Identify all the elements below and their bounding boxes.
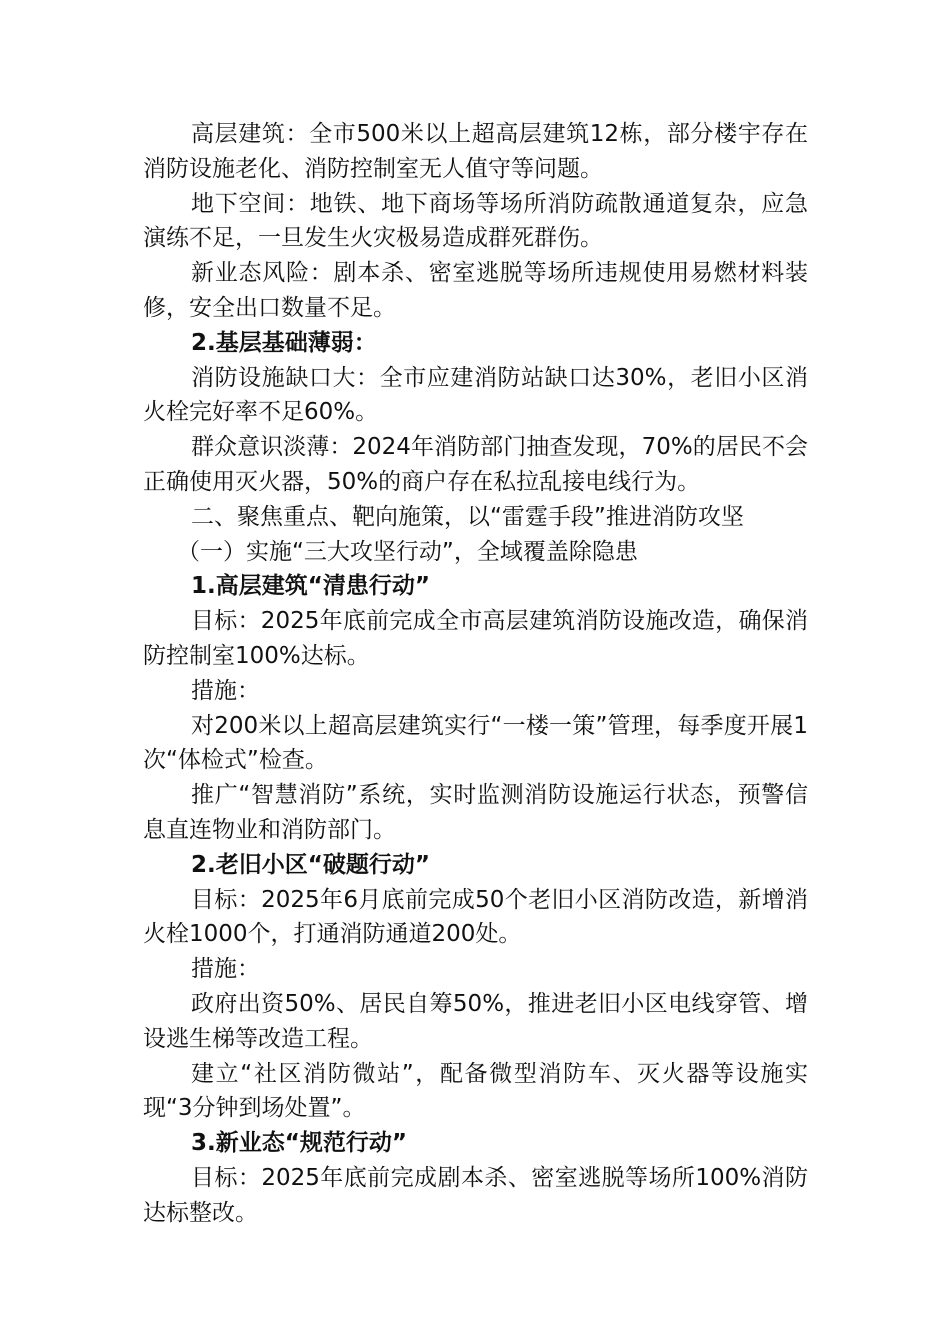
paragraph-high-rise-goal: 目标：2025年底前完成全市高层建筑消防设施改造，确保消防控制室100%达标。	[143, 608, 808, 669]
paragraph-new-business-goal: 目标：2025年底前完成剧本杀、密室逃脱等场所100%消防达标整改。	[143, 1164, 808, 1226]
subsection-heading-one: （一）实施“三大攻坚行动”，全域覆盖除隐患	[177, 538, 638, 565]
paragraph-high-rise-buildings: 高层建筑：全市500米以上超高层建筑12栋，部分楼宇存在消防设施老化、消防控制室无人值守等问题。	[143, 121, 808, 182]
heading-high-rise-action: 1.高层建筑“清患行动”	[191, 573, 430, 600]
paragraph-public-awareness: 群众意识淡薄：2024年消防部门抽查发现，70%的居民不会正确使用灭火器，50%的商户存在私拉乱接电线行为。	[143, 434, 808, 495]
heading-old-community-action: 2.老旧小区“破题行动”	[191, 851, 430, 878]
paragraph-facility-gap: 消防设施缺口大：全市应建消防站缺口达30%，老旧小区消火栓完好率不足60%。	[143, 364, 808, 426]
heading-grassroots-weak: 2.基层基础薄弱：	[191, 329, 377, 356]
paragraph-smart-fire-system: 推广“智慧消防”系统，实时监测消防设施运行状态，预警信息直连物业和消防部门。	[143, 782, 808, 843]
label-measures-2: 措施：	[191, 956, 260, 983]
section-heading-two: 二、聚焦重点、靶向施策，以“雷霆手段”推进消防攻坚	[191, 503, 744, 530]
heading-new-business-action: 3.新业态“规范行动”	[191, 1130, 407, 1157]
paragraph-underground-space: 地下空间：地铁、地下商场等场所消防疏散通道复杂，应急演练不足，一旦发生火灾极易造成群死群伤。	[143, 190, 808, 252]
paragraph-community-micro-station: 建立“社区消防微站”，配备微型消防车、灭火器等设施实现“3分钟到场处置”。	[143, 1060, 808, 1122]
paragraph-one-building-one-policy: 对200米以上超高层建筑实行“一楼一策”管理，每季度开展1次“体检式”检查。	[143, 712, 808, 774]
document-body	[143, 117, 808, 1231]
paragraph-old-community-goal: 目标：2025年6月底前完成50个老旧小区消防改造，新增消火栓1000个，打通消防通道200处。	[143, 886, 808, 948]
paragraph-funding-split: 政府出资50%、居民自筹50%，推进老旧小区电线穿管、增设逃生梯等改造工程。	[143, 990, 808, 1052]
label-measures-1: 措施：	[191, 677, 260, 704]
paragraph-new-business-risk: 新业态风险：剧本杀、密室逃脱等场所违规使用易燃材料装修，安全出口数量不足。	[143, 260, 808, 321]
